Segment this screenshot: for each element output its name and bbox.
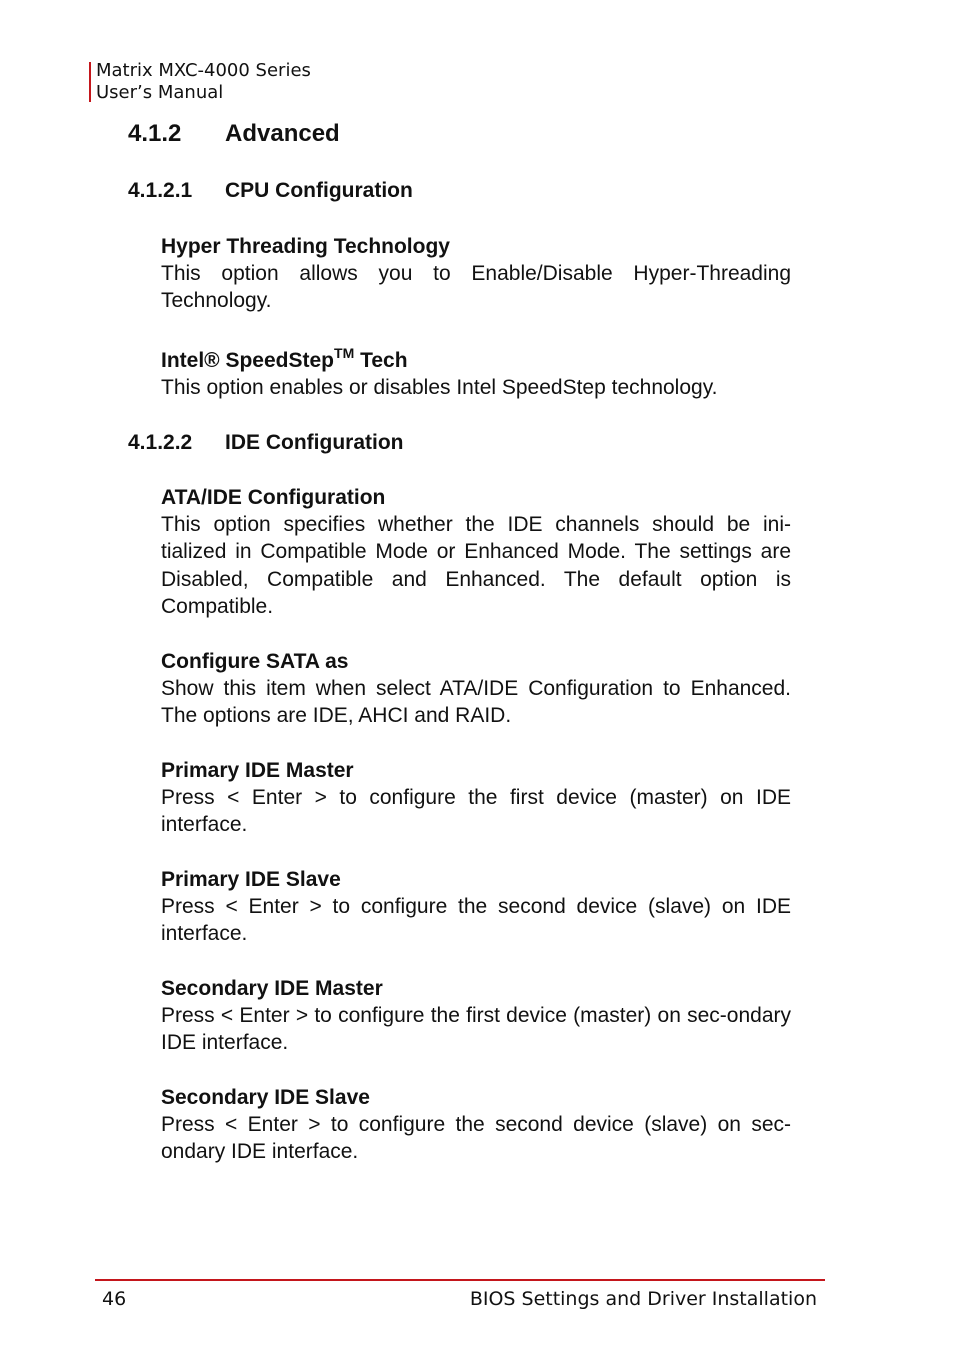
- subsection-title: IDE Configuration: [225, 431, 404, 454]
- subsection-number: 4.1.2.2: [128, 431, 193, 454]
- setting-primary-ide-master: [161, 757, 791, 839]
- header-accent-bar: [89, 62, 91, 102]
- header-product-name: Matrix MXC-4000 Series: [96, 60, 311, 81]
- subsection-title: CPU Configuration: [225, 179, 413, 202]
- setting-title: Secondary IDE Master: [161, 977, 383, 1000]
- header-manual-name: User’s Manual: [96, 82, 224, 103]
- setting-title-prefix: Intel® SpeedStep: [161, 349, 335, 372]
- setting-title: ATA/IDE Configuration: [161, 486, 386, 509]
- setting-title: Hyper Threading Technology: [161, 235, 450, 258]
- setting-description: Press < Enter > to configure the second device (slave) on IDE interface.: [161, 895, 791, 946]
- subsection-heading-cpu-configuration: [128, 179, 413, 203]
- setting-description: Press < Enter > to configure the first device (master) on sec-ondary IDE interface.: [161, 1004, 791, 1055]
- section-title: Advanced: [225, 120, 340, 147]
- trademark-superscript: TM: [334, 345, 355, 361]
- setting-title: Primary IDE Master: [161, 759, 354, 782]
- footer-chapter-title: BIOS Settings and Driver Installation: [469, 1288, 817, 1310]
- setting-description: Press < Enter > to configure the first device (master) on IDE interface.: [161, 786, 791, 837]
- setting-title: Configure SATA as: [161, 650, 349, 673]
- setting-configure-sata: [161, 648, 791, 730]
- setting-hyper-threading: [161, 233, 791, 315]
- setting-title-suffix: Tech: [354, 349, 408, 372]
- setting-description: This option specifies whether the IDE channels should be ini-tialized in Compatible Mode or Enhanced Mode. The settings are Disabled, Compatible and Enhanced. The default option is Compatible.: [161, 513, 791, 618]
- setting-description: Show this item when select ATA/IDE Configuration to Enhanced. The options are IDE, AHCI and RAID.: [161, 677, 791, 728]
- setting-title: Secondary IDE Slave: [161, 1086, 370, 1109]
- setting-speedstep: [161, 347, 791, 401]
- section-number: 4.1.2: [128, 120, 182, 147]
- setting-ata-ide-configuration: [161, 484, 791, 620]
- page-number: 46: [102, 1288, 127, 1310]
- setting-title: [161, 347, 791, 374]
- setting-description: This option enables or disables Intel SpeedStep technology.: [161, 376, 718, 399]
- section-heading-advanced: [128, 120, 340, 148]
- subsection-heading-ide-configuration: [128, 431, 403, 455]
- setting-secondary-ide-master: [161, 975, 791, 1057]
- subsection-number: 4.1.2.1: [128, 179, 193, 202]
- setting-description: Press < Enter > to configure the second device (slave) on sec-ondary IDE interface.: [161, 1113, 791, 1164]
- setting-title: Primary IDE Slave: [161, 868, 341, 891]
- footer-rule: [95, 1279, 825, 1281]
- running-header: [96, 60, 311, 104]
- setting-secondary-ide-slave: [161, 1084, 791, 1166]
- setting-primary-ide-slave: [161, 866, 791, 948]
- setting-description: This option allows you to Enable/Disable Hyper-Threading Technology.: [161, 262, 791, 313]
